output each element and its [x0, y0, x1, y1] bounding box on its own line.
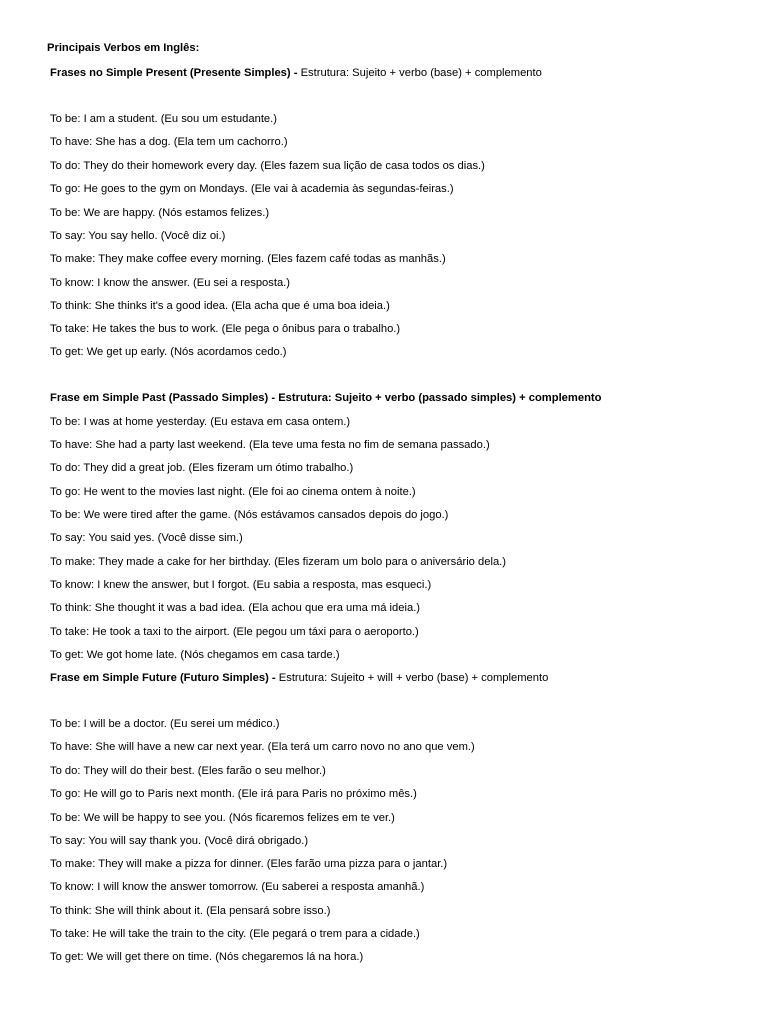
section-heading-bold: Frase em Simple Past (Passado Simples) - Estrutura: Sujeito + verbo (passado simples) + complemento — [50, 392, 602, 404]
section-heading-past — [50, 391, 601, 405]
section-heading-bold: Frases no Simple Present (Presente Simples) - — [50, 67, 298, 79]
list-item: To be: We are happy. (Nós estamos felizes.) — [50, 207, 270, 219]
list-item: To say: You said yes. (Você disse sim.) — [50, 532, 243, 544]
list-item: To be: I am a student. (Eu sou um estudante.) — [50, 113, 277, 125]
list-item: To take: He will take the train to the city. (Ele pegará o trem para a cidade.) — [50, 928, 420, 940]
list-item: To take: He took a taxi to the airport. (Ele pegou um táxi para o aeroporto.) — [50, 626, 419, 638]
list-item: To go: He went to the movies last night. (Ele foi ao cinema ontem à noite.) — [50, 486, 416, 498]
section-heading-present — [50, 66, 542, 80]
list-item: To go: He goes to the gym on Mondays. (Ele vai à academia às segundas-feiras.) — [50, 183, 454, 195]
list-item: To think: She thinks it's a good idea. (Ela acha que é uma boa ideia.) — [50, 300, 390, 312]
list-item: To be: We were tired after the game. (Nós estávamos cansados depois do jogo.) — [50, 509, 449, 521]
section-heading-structure: Estrutura: Sujeito + will + verbo (base) + complemento — [275, 672, 549, 684]
list-item: To make: They make coffee every morning. (Eles fazem café todas as manhãs.) — [50, 253, 446, 265]
list-item: To know: I will know the answer tomorrow. (Eu saberei a resposta amanhã.) — [50, 881, 425, 893]
section-heading-bold: Frase em Simple Future (Futuro Simples) - — [50, 672, 276, 684]
section-heading-future — [50, 671, 548, 685]
list-item: To have: She will have a new car next year. (Ela terá um carro novo no ano que vem.) — [50, 741, 475, 753]
list-item: To be: I was at home yesterday. (Eu estava em casa ontem.) — [50, 416, 351, 428]
list-item: To do: They did a great job. (Eles fizeram um ótimo trabalho.) — [50, 462, 354, 474]
list-item: To have: She had a party last weekend. (Ela teve uma festa no fim de semana passado.) — [50, 439, 490, 451]
list-item: To do: They do their homework every day. (Eles fazem sua lição de casa todos os dias.) — [50, 160, 485, 172]
list-item: To think: She will think about it. (Ela pensará sobre isso.) — [50, 905, 331, 917]
list-item: To get: We will get there on time. (Nós chegaremos lá na hora.) — [50, 951, 364, 963]
list-item: To make: They made a cake for her birthday. (Eles fizeram um bolo para o aniversário dela.) — [50, 556, 506, 568]
list-item: To have: She has a dog. (Ela tem um cachorro.) — [50, 136, 288, 148]
list-item: To know: I know the answer. (Eu sei a resposta.) — [50, 277, 291, 289]
list-item: To make: They will make a pizza for dinner. (Eles farão uma pizza para o jantar.) — [50, 858, 448, 870]
list-item: To be: We will be happy to see you. (Nós ficaremos felizes em te ver.) — [50, 812, 395, 824]
list-item: To go: He will go to Paris next month. (Ele irá para Paris no próximo mês.) — [50, 788, 417, 800]
list-item: To think: She thought it was a bad idea. (Ela achou que era uma má ideia.) — [50, 602, 421, 614]
list-item: To know: I knew the answer, but I forgot. (Eu sabia a resposta, mas esqueci.) — [50, 579, 432, 591]
list-item: To take: He takes the bus to work. (Ele pega o ônibus para o trabalho.) — [50, 323, 401, 335]
list-item: To be: I will be a doctor. (Eu serei um médico.) — [50, 718, 280, 730]
section-heading-structure: Estrutura: Sujeito + verbo (base) + complemento — [297, 67, 542, 79]
list-item: To do: They will do their best. (Eles farão o seu melhor.) — [50, 765, 326, 777]
list-item: To get: We got home late. (Nós chegamos em casa tarde.) — [50, 649, 340, 661]
list-item: To say: You say hello. (Você diz oi.) — [50, 230, 226, 242]
document-title: Principais Verbos em Inglês: — [47, 42, 200, 54]
list-item: To say: You will say thank you. (Você dirá obrigado.) — [50, 835, 309, 847]
list-item: To get: We get up early. (Nós acordamos cedo.) — [50, 346, 287, 358]
